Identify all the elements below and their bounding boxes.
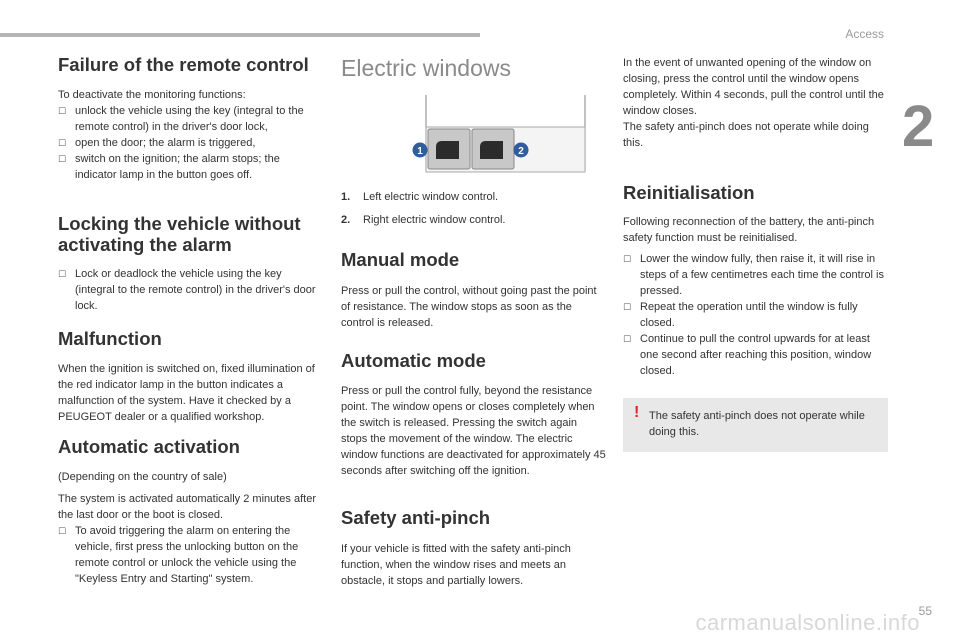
reinitialisation-text: Following reconnection of the battery, the anti-pinch safety function must be reinitialised. bbox=[623, 216, 875, 245]
locking-list bbox=[58, 266, 323, 314]
chapter-number: 2 bbox=[902, 94, 935, 159]
manual-mode-heading: Manual mode bbox=[341, 249, 460, 271]
activation-text: The system is activated automatically 2 minutes after the last door or the boot is closed. bbox=[58, 492, 316, 521]
automatic-mode-text: Press or pull the control fully, beyond the resistance point. The window opens or closes completely when the switch is released. Pressing the switch again stops the movement of the window. The electric window functions are deactivated for approximately 45 seconds after switching off the ignition. bbox=[341, 385, 606, 478]
checkbox-bullet-icon: ☐ bbox=[58, 154, 67, 165]
reinitialisation-heading: Reinitialisation bbox=[623, 182, 755, 203]
warning-box bbox=[623, 398, 888, 452]
window-icon bbox=[436, 141, 459, 159]
failure-list bbox=[58, 103, 323, 183]
checkbox-bullet-icon: ☐ bbox=[623, 334, 632, 345]
locking-heading: Locking the vehicle without activating the alarm bbox=[58, 213, 301, 255]
list-item: ☐ Lock or deadlock the vehicle using the key (integral to the remote control) in the driver's door lock. bbox=[58, 268, 316, 313]
window-icon bbox=[480, 141, 503, 159]
watermark: carmanualsonline.info bbox=[695, 610, 920, 635]
checkbox-bullet-icon: ☐ bbox=[623, 254, 632, 265]
failure-intro: To deactivate the monitoring functions: bbox=[58, 89, 246, 102]
section-label: Access bbox=[845, 27, 884, 41]
activation-heading: Automatic activation bbox=[58, 436, 240, 458]
reinitialisation-list bbox=[623, 251, 888, 379]
caption-2: 2. Right electric window control. bbox=[341, 214, 506, 227]
list-item: ☐ unlock the vehicle using the key (integral to the remote control) in the driver's door lock, bbox=[58, 105, 304, 134]
activation-list bbox=[58, 523, 323, 587]
checkbox-bullet-icon: ☐ bbox=[58, 138, 67, 149]
badge-2-label: 2 bbox=[518, 146, 524, 158]
failure-heading: Failure of the remote control bbox=[58, 54, 309, 75]
header-rule bbox=[0, 33, 480, 37]
activation-note: (Depending on the country of sale) bbox=[58, 470, 227, 483]
list-item: ☐ Continue to pull the control upwards for at least one second after reaching this position, window closed. bbox=[623, 333, 872, 378]
anti-pinch-note: The safety anti-pinch does not operate while doing this. bbox=[623, 121, 869, 149]
list-item: ☐ switch on the ignition; the alarm stops; the indicator lamp in the button goes off. bbox=[58, 153, 280, 182]
checkbox-bullet-icon: ☐ bbox=[623, 302, 632, 313]
warning-text: The safety anti-pinch does not operate while doing this. bbox=[649, 410, 865, 439]
malfunction-text: When the ignition is switched on, fixed illumination of the red indicator lamp in the button indicates a malfunction of the system. Have it checked by a PEUGEOT dealer or a qualified workshop. bbox=[58, 363, 315, 424]
page-number: 55 bbox=[918, 604, 932, 618]
automatic-mode-heading: Automatic mode bbox=[341, 349, 486, 371]
middle-column bbox=[341, 55, 606, 589]
right-column bbox=[623, 55, 888, 452]
list-item: ☐ open the door; the alarm is triggered, bbox=[58, 137, 256, 150]
anti-pinch-heading: Safety anti-pinch bbox=[341, 507, 491, 529]
checkbox-bullet-icon: ☐ bbox=[58, 269, 67, 280]
anti-pinch-text: If your vehicle is fitted with the safety anti-pinch function, when the window rises and meets an obstacle, it stops and partially lowers. bbox=[341, 543, 571, 588]
window-controls-illustration bbox=[411, 95, 601, 175]
unwanted-opening-text: In the event of unwanted opening of the window on closing, press the control until the window opens completely. Within 4 seconds, pull the control until the window closes. bbox=[623, 57, 884, 117]
electric-windows-title: Electric windows bbox=[341, 55, 511, 81]
checkbox-bullet-icon: ☐ bbox=[58, 106, 67, 117]
figure-captions bbox=[341, 189, 606, 228]
badge-1-label: 1 bbox=[417, 146, 423, 158]
list-item: ☐ Lower the window fully, then raise it, it will rise in steps of a few centimetres each time the control is pressed. bbox=[623, 253, 884, 298]
warning-icon: ! bbox=[634, 404, 640, 422]
caption-1: 1. Left electric window control. bbox=[341, 191, 499, 204]
left-column bbox=[58, 55, 323, 587]
malfunction-heading: Malfunction bbox=[58, 328, 162, 350]
manual-mode-text: Press or pull the control, without going past the point of resistance. The window stops as soon as the control is released. bbox=[341, 284, 597, 329]
list-item: ☐ Repeat the operation until the window is fully closed. bbox=[623, 301, 858, 330]
checkbox-bullet-icon: ☐ bbox=[58, 525, 67, 536]
list-item: ☐ To avoid triggering the alarm on entering the vehicle, first press the unlocking button on the remote control or unlock the vehicle using the "Keyless Entry and Starting" system. bbox=[58, 524, 299, 585]
